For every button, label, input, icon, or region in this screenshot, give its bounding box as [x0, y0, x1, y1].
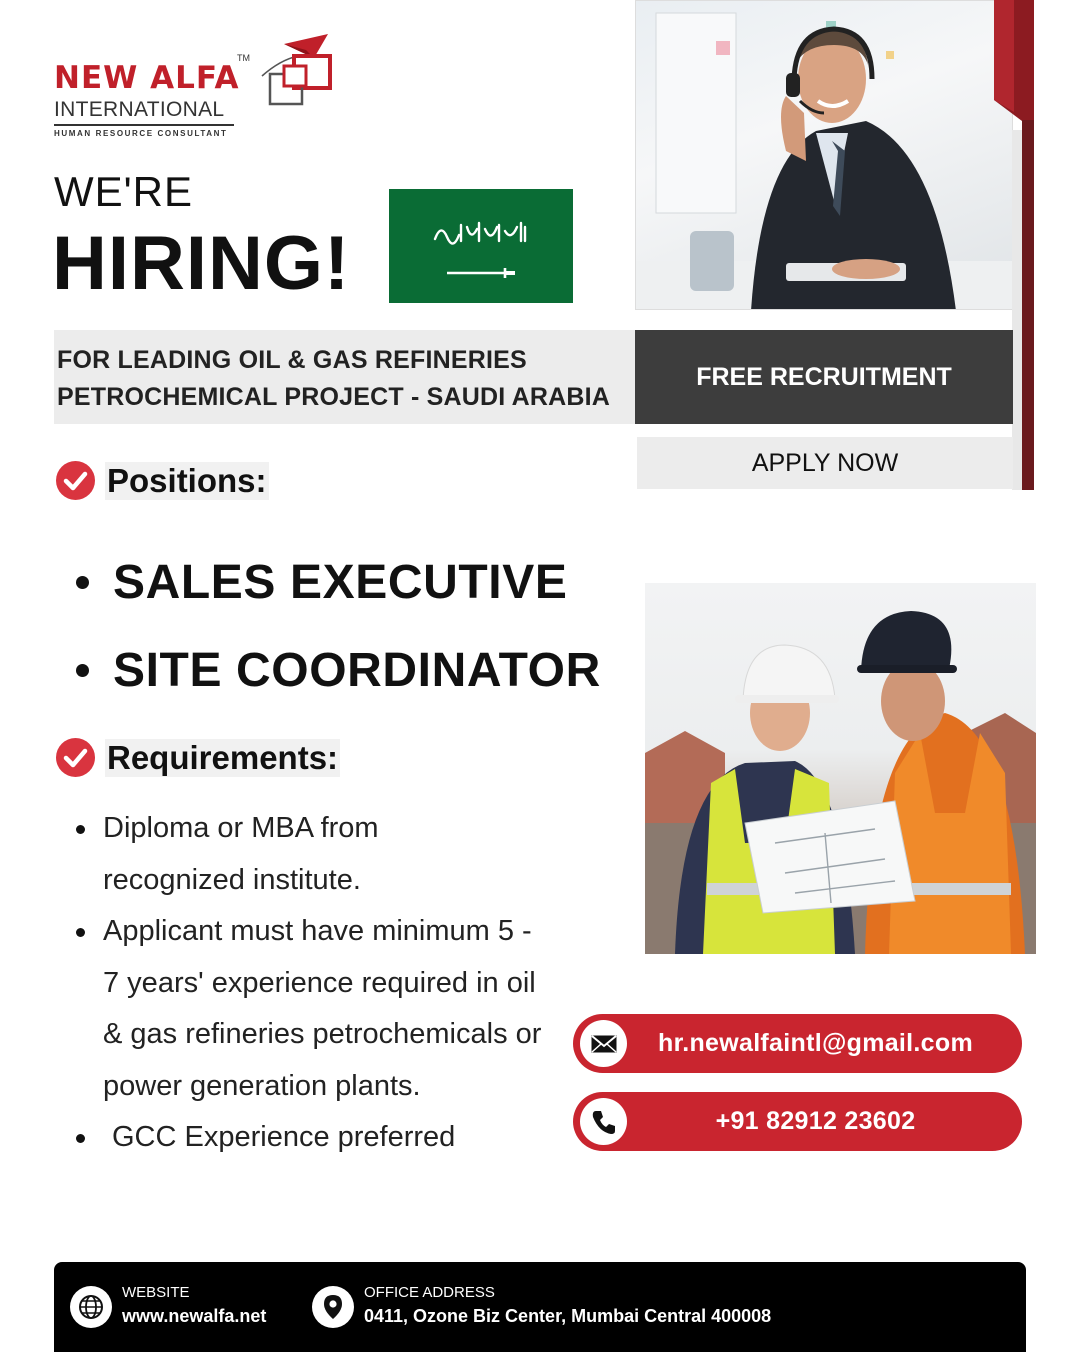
office-address: 0411, Ozone Biz Center, Mumbai Central 400008 — [364, 1306, 772, 1326]
requirements-title: Requirements: — [107, 738, 339, 776]
subtitle-line2: PETROCHEMICAL PROJECT - SAUDI ARABIA — [57, 383, 611, 411]
call-center-agent-photo — [635, 0, 1013, 310]
envelope-icon — [580, 1020, 627, 1067]
requirement-text: Diploma or MBA from recognized institute. — [103, 812, 379, 896]
website-label: WEBSITE — [122, 1284, 190, 1301]
position-item — [70, 538, 601, 626]
positions-list — [70, 538, 601, 714]
check-circle-icon — [56, 461, 95, 500]
positions-header — [56, 461, 269, 500]
decorative-dark-bar — [1022, 120, 1034, 490]
apply-now-button[interactable]: APPLY NOW — [637, 437, 1013, 489]
logo-brand: NEW ALFA — [54, 60, 240, 96]
requirement-item — [72, 906, 562, 1112]
logo-tagline: HUMAN RESOURCE CONSULTANT — [54, 129, 228, 138]
paper-plane-logo-icon — [258, 30, 338, 110]
position-title: SITE COORDINATOR — [113, 643, 601, 697]
bullet — [76, 1134, 85, 1143]
position-title: SALES EXECUTIVE — [113, 555, 568, 609]
requirement-item — [72, 803, 562, 906]
footer — [54, 1262, 1026, 1352]
logo-name: INTERNATIONAL — [54, 98, 225, 121]
site-engineers-photo — [645, 583, 1036, 954]
agent-illustration — [636, 1, 1013, 310]
bullet — [76, 576, 89, 589]
requirement-text: Applicant must have minimum 5 - 7 years' experience required in oil & gas refineries petrochemicals or power generation plants. — [103, 915, 542, 1102]
positions-title: Positions: — [107, 461, 267, 499]
flag-shahada-icon — [431, 217, 531, 247]
logo-trademark: TM — [237, 53, 250, 63]
company-logo — [54, 30, 344, 140]
email-contact[interactable] — [573, 1014, 1022, 1073]
headline-hiring: HIRING! — [52, 221, 351, 306]
decorative-grey-bar — [1012, 130, 1022, 490]
phone-contact[interactable] — [573, 1092, 1022, 1151]
bullet — [76, 928, 85, 937]
globe-icon — [70, 1286, 112, 1328]
requirement-text: GCC Experience preferred — [112, 1121, 456, 1153]
headline-line1: WE'RE — [54, 168, 194, 215]
phone-icon — [580, 1098, 627, 1145]
website-link[interactable]: www.newalfa.net — [122, 1306, 267, 1326]
position-item — [70, 626, 601, 714]
requirements-list — [72, 803, 562, 1164]
project-subtitle — [54, 330, 635, 424]
check-circle-icon — [56, 738, 95, 777]
engineers-illustration — [645, 583, 1036, 954]
free-recruitment-banner: FREE RECRUITMENT — [635, 330, 1013, 424]
email-address: hr.newalfaintl@gmail.com — [658, 1029, 973, 1057]
location-pin-icon — [312, 1286, 354, 1328]
bullet — [76, 825, 85, 834]
flag-sword-icon — [445, 265, 517, 279]
requirement-item — [72, 1112, 562, 1164]
requirements-header — [56, 738, 340, 777]
phone-number: +91 82912 23602 — [715, 1107, 916, 1135]
bullet — [76, 664, 89, 677]
subtitle-line1: FOR LEADING OIL & GAS REFINERIES — [57, 346, 527, 374]
logo-divider — [54, 124, 234, 126]
address-label: OFFICE ADDRESS — [364, 1284, 495, 1301]
saudi-flag-icon — [389, 189, 573, 303]
decorative-red-bar — [994, 0, 1034, 130]
